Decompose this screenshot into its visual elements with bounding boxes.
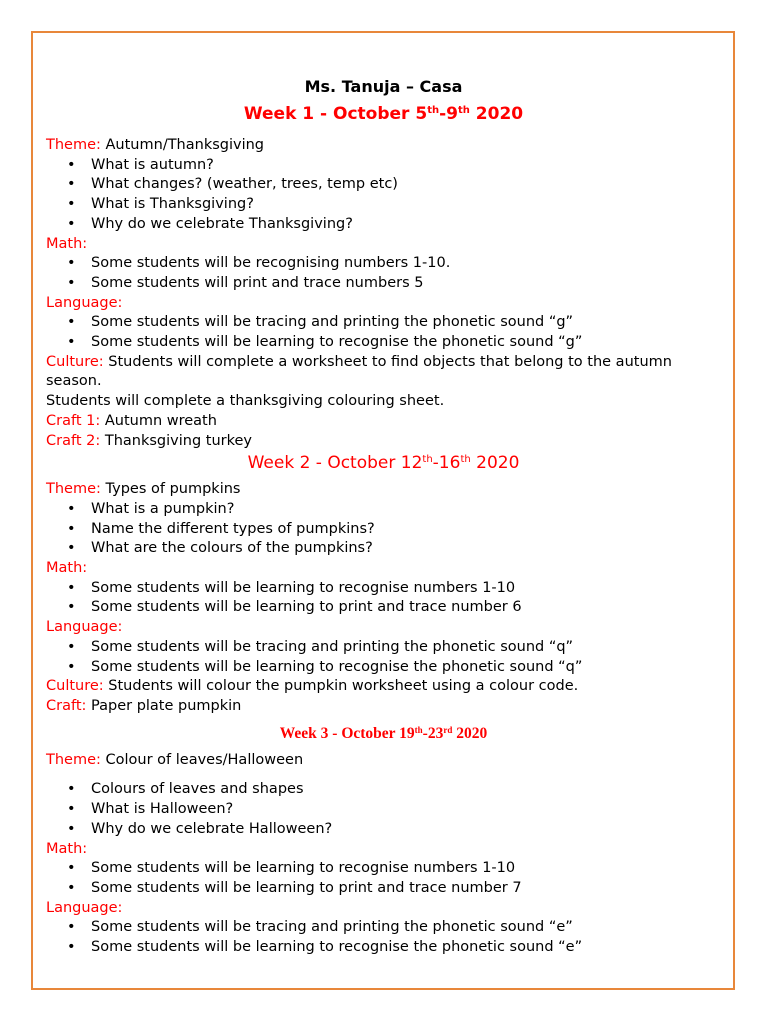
week2-theme-label: Theme: [46,481,101,498]
list-item: • Some students will be learning to recognise numbers 1-10 [46,859,721,879]
week3-heading [46,722,721,746]
week2-culture-label: Culture: [46,678,104,695]
week2-craft-label: Craft: [46,697,87,714]
week2-math-label: Math: [46,560,88,577]
week3-math-label: Math: [46,840,88,857]
week1-heading [46,102,721,126]
week3-heading-mid: -23 [422,724,444,742]
list-item: • Some students will be learning to recognise the phonetic sound “q” [46,658,721,678]
week2-heading [46,451,721,475]
week2-theme [46,480,721,500]
list-item: • Some students will print and trace numbers 5 [46,274,721,294]
list-item: • Why do we celebrate Halloween? [46,820,721,840]
week2-heading-start: Week 2 - October 12 [247,453,423,474]
week1-craft2-text: Thanksgiving turkey [100,432,252,449]
list-item: • Some students will be recognising numbers 1-10. [46,254,721,274]
week1-culture-text: Students will complete a worksheet to find objects that belong to the autumn season. [46,353,672,390]
list-item: • What is a pumpkin? [46,500,721,520]
list-item: • Some students will be learning to print and trace number 6 [46,598,721,618]
week1-culture-label: Culture: [46,353,104,370]
week1-theme [46,136,721,156]
list-item: • Some students will be learning to recognise numbers 1-10 [46,579,721,599]
list-item: • Some students will be learning to print and trace number 7 [46,879,721,899]
week2-heading-sup1: th [422,454,433,466]
week1-craft1 [46,412,721,432]
week1-craft2-label: Craft 2: [46,432,101,449]
week2-language-list [46,638,721,677]
week1-math-label: Math: [46,235,88,252]
week3-theme-label: Theme: [46,751,101,768]
week3-language-label: Language: [46,899,123,916]
week3-theme [46,751,721,771]
week1-language-list [46,313,721,352]
week1-craft2 [46,432,721,452]
list-item: • What changes? (weather, trees, temp etc) [46,175,721,195]
week1-math-list [46,254,721,293]
week1-heading-start: Week 1 - October 5 [243,104,428,124]
list-item: • Some students will be learning to recognise the phonetic sound “g” [46,333,721,353]
week1-heading-end: 2020 [469,104,524,124]
week3-theme-list [46,780,721,839]
week1-theme-text: Autumn/Thanksgiving [100,137,265,153]
week1-craft1-label: Craft 1: [46,412,101,429]
week1-extra-activity: Students will complete a thanksgiving colouring sheet. [46,393,445,410]
list-item: • Some students will be tracing and printing the phonetic sound “q” [46,638,721,658]
list-item: • What is Halloween? [46,800,721,820]
week3-math-list [46,859,721,898]
list-item: • What is Thanksgiving? [46,195,721,215]
week2-language-label: Language: [46,619,123,636]
week2-craft-text: Paper plate pumpkin [86,697,242,714]
week2-heading-mid: -16 [432,453,461,474]
document-content [46,77,721,958]
week2-craft [46,697,721,717]
week2-culture-text: Students will colour the pumpkin worksheet using a colour code. [103,678,579,695]
week3-heading-sup2: rd [443,724,453,735]
week1-theme-label: Theme: [46,137,101,153]
list-item: • Some students will be tracing and printing the phonetic sound “e” [46,918,721,938]
week3-heading-end: 2020 [452,724,488,742]
week1-heading-sup1: th [427,105,440,116]
week1-language-label: Language: [46,294,123,311]
document-page [31,31,735,990]
week1-heading-sup2: th [457,105,470,116]
week1-heading-mid: -9 [439,104,458,124]
list-item: • Why do we celebrate Thanksgiving? [46,215,721,235]
week2-theme-list [46,500,721,559]
week3-language-list [46,918,721,957]
list-item: • Name the different types of pumpkins? [46,520,721,540]
list-item: • Colours of leaves and shapes [46,780,721,800]
week2-culture [46,677,721,697]
list-item: • What are the colours of the pumpkins? [46,539,721,559]
week2-theme-text: Types of pumpkins [100,481,241,498]
week3-heading-sup1: th [414,724,423,735]
week3-theme-text: Colour of leaves/Halloween [100,751,304,768]
week2-math-list [46,579,721,618]
week1-craft1-text: Autumn wreath [100,412,217,429]
week3-heading-start: Week 3 - October 19 [279,724,415,742]
week2-heading-sup2: th [460,454,471,466]
list-item: • What is autumn? [46,156,721,176]
list-item: • Some students will be tracing and printing the phonetic sound “g” [46,313,721,333]
list-item: • Some students will be learning to recognise the phonetic sound “e” [46,938,721,958]
week1-theme-list [46,156,721,235]
week2-heading-end: 2020 [470,453,520,474]
document-title: Ms. Tanuja – Casa [304,77,463,96]
week1-culture [46,353,721,392]
